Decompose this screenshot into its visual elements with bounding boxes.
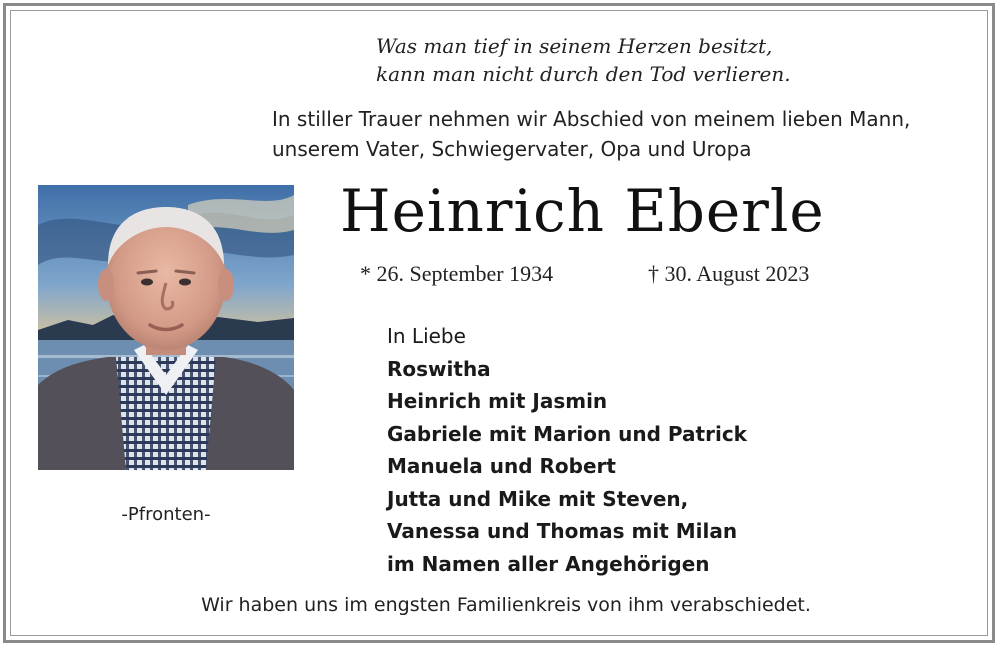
mourner: Manuela und Robert: [387, 454, 616, 478]
mourners-list: [387, 320, 947, 580]
mourners-lead: In Liebe: [387, 324, 466, 348]
deceased-name: Heinrich Eberle: [340, 177, 825, 245]
mourner: Jutta und Mike mit Steven,: [387, 486, 689, 511]
birth-date: * 26. September 1934: [360, 261, 554, 286]
mourner: Roswitha: [387, 356, 491, 381]
mourner: Heinrich mit Jasmin: [387, 389, 608, 413]
verse-line-1: Was man tief in seinem Herzen besitzt,: [376, 34, 773, 58]
life-dates: [360, 259, 920, 289]
memorial-verse: [376, 32, 856, 88]
intro-line-2: unserem Vater, Schwiegervater, Opa und Uropa: [272, 137, 752, 161]
intro-text: [272, 104, 972, 164]
mourner: Gabriele mit Marion und Patrick: [387, 421, 747, 446]
intro-line-1: In stiller Trauer nehmen wir Abschied von meinem lieben Mann,: [272, 107, 911, 131]
portrait-photo: [38, 185, 294, 470]
mourner: im Namen aller Angehörigen: [387, 551, 710, 576]
verse-line-2: kann man nicht durch den Tod verlieren.: [376, 62, 791, 86]
place-of-residence: -Pfronten-: [121, 504, 211, 525]
footer-note: Wir haben uns im engsten Familienkreis von ihm verabschiedet.: [201, 594, 811, 616]
mourner: Vanessa und Thomas mit Milan: [387, 519, 738, 543]
death-date: † 30. August 2023: [648, 261, 810, 286]
